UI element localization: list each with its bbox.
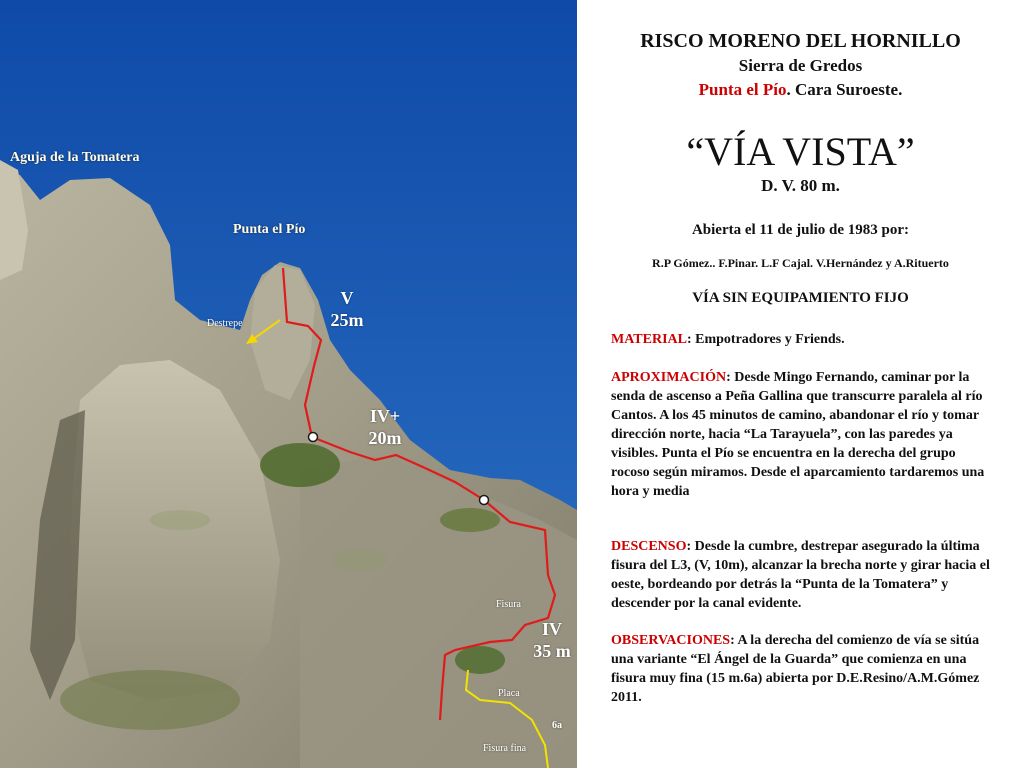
section-label: MATERIAL [611,332,687,347]
ground-vegetation [60,670,240,730]
location-rest: . Cara Suroeste. [786,80,903,99]
opened-line: Abierta el 11 de julio de 1983 por: [691,222,910,238]
fisura-fina-label: Fisura fina [483,743,527,754]
section-text: : Desde la cumbre, destrepar asegurado la última fisura del L3, (V, 10m), alcanzar la brecha norte y girar hacia el oeste, bordeando por detrás la “Punta de la Tomatera” y descender por la canal evidente. [611,539,990,611]
fisura-label: Fisura [496,599,521,610]
lichen [150,510,210,530]
pitch-grade: V [340,288,354,308]
location-highlight: Punta el Pío [698,80,787,99]
section-text: : Empotradores y Friends. [686,332,845,347]
route-info-panel [577,0,1024,768]
pitch-length: 25m [330,310,364,330]
section-label: OBSERVACIONES [611,633,731,648]
shrub [440,508,500,532]
descent-section [611,537,996,613]
route-stats: D. V. 80 m. [761,176,840,195]
pitch-length: 35 m [533,641,571,661]
observations-section [611,631,996,707]
belay-station-icon [480,496,489,505]
pitch-1-grade [327,287,367,331]
punta-label: Punta el Pío [233,222,306,237]
pitch-3-grade [527,618,577,662]
destrepe-label: Destrepe [207,318,243,329]
range-subtitle: Sierra de Gredos [738,56,863,75]
equipment-line: VÍA SIN EQUIPAMIENTO FIJO [692,290,909,306]
aguja-label: Aguja de la Tomatera [10,150,140,165]
climbers-line: R.P Gómez.. F.Pinar. L.F Cajal. V.Hernández y A.Rituerto [652,256,949,270]
shrub [455,646,505,674]
material-section [611,330,996,349]
route-name: “VÍA VISTA” [686,129,915,174]
belay-station-icon [309,433,318,442]
approach-section [611,368,996,501]
section-text: : A la derecha del comienzo de vía se sitúa una variante “El Ángel de la Guarda” que comienza en una fisura muy fina (15 m.6a) abierta por D.E.Resino/A.M.Gómez 2011. [611,633,980,705]
grade-6a-label: 6a [552,720,562,731]
shrub [260,443,340,487]
crag-title: RISCO MORENO DEL HORNILLO [640,30,961,52]
placa-label: Placa [498,688,520,699]
section-text: : Desde Mingo Fernando, caminar por la senda de ascenso a Peña Gallina que transcurre paralela al río Cantos. A los 45 minutos de camino, abandonar el río y tomar dirección norte, hacia “La Tarayuela”, con las paredes ya visibles. Punta el Pío se encuentra en la derecha del grupo rocoso según miramos. Desde el aparcamiento tardaremos una hora y media [611,370,985,499]
pitch-2-grade [362,405,408,449]
pitch-grade: IV [541,619,562,639]
pitch-length: 20m [368,428,402,448]
pitch-grade: IV+ [369,406,401,426]
section-label: DESCENSO [611,539,687,554]
section-label: APROXIMACIÓN [611,370,727,385]
lichen [332,548,388,572]
location-line [577,80,1024,100]
